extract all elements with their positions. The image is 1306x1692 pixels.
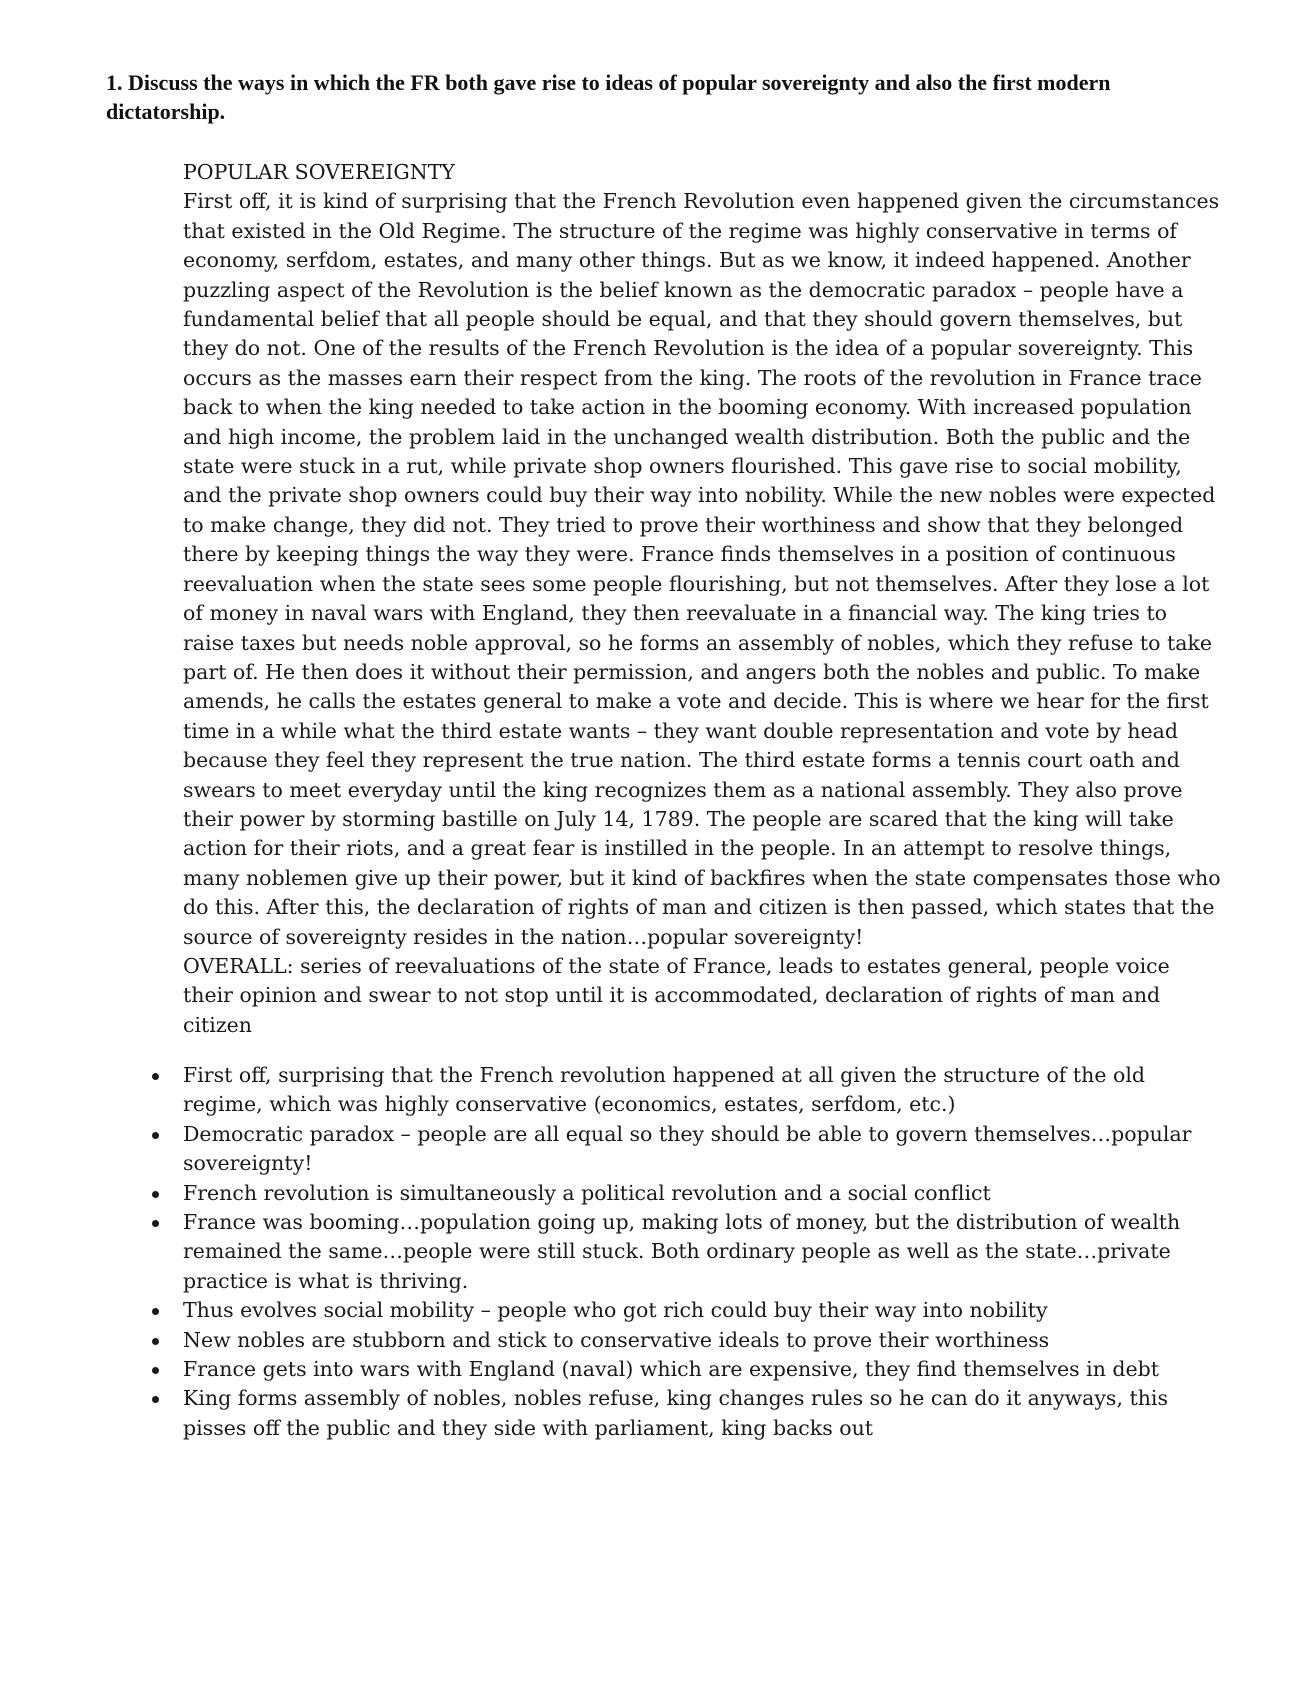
bullet-icon — [152, 1220, 159, 1227]
list-item-text: Thus evolves social mobility – people who got rich could buy their way into nobility — [183, 1298, 1048, 1323]
list-item-text: New nobles are stubborn and stick to conservative ideals to prove their worthiness — [183, 1327, 1050, 1352]
list-item — [183, 1061, 1223, 1120]
list-item-text: France gets into wars with England (naval) which are expensive, they find themselves in debt — [183, 1357, 1160, 1382]
list-item-text: French revolution is simultaneously a political revolution and a social conflict — [183, 1180, 991, 1205]
answer-paragraph: First off, it is kind of surprising that the French Revolution even happened given the circumstances that existed in the Old Regime. The structure of the regime was highly conservative in terms of economy, serfdom, estates, and many other things. But as we know, it indeed happened. Another puzzling aspect of the Revolution is the belief known as the democratic paradox – people have a fundamental belief that all people should be equal, and that they should govern themselves, but they do not. One of the results of the French Revolution is the idea of a popular sovereignty. This occurs as the masses earn their respect from the king. The roots of the revolution in France trace back to when the king needed to take action in the booming economy. With increased population and high income, the problem laid in the unchanged wealth distribution. Both the public and the state were stuck in a rut, while private shop owners flourished. This gave rise to social mobility, and the private shop owners could buy their way into nobility. While the new nobles were expected to make change, they did not. They tried to prove their worthiness and show that they belonged there by keeping things the way they were. France finds themselves in a position of continuous reevaluation when the state sees some people flourishing, but not themselves. After they lose a lot of money in naval wars with England, they then reevaluate in a financial way. The king tries to raise taxes but needs noble approval, so he forms an assembly of nobles, which they refuse to take part of. He then does it without their permission, and angers both the nobles and public. To make amends, he calls the estates general to make a vote and decide. This is where we hear for the first time in a while what the third estate wants – they want double representation and vote by head because they feel they represent the true nation. The third estate forms a tennis court oath and swears to meet everyday until the king recognizes them as a national assembly. They also prove their power by storming bastille on July 14, 1789. The people are scared that the king will take action for their riots, and a great fear is instilled in the people. In an attempt to resolve things, many noblemen give up their power, but it kind of backfires when the state compensates those who do this. After this, the declaration of rights of man and citizen is then passed, which states that the source of sovereignty resides in the nation…popular sovereignty! — [183, 189, 1221, 949]
bullet-icon — [152, 1367, 159, 1374]
bullet-icon — [152, 1338, 159, 1345]
list-item — [183, 1326, 1223, 1355]
list-item — [183, 1208, 1223, 1296]
bullet-list — [183, 1061, 1223, 1443]
question-heading: 1. Discuss the ways in which the FR both gave rise to ideas of popular sovereignty and also the first modern dictatorship. — [106, 70, 1111, 124]
list-item-text: First off, surprising that the French revolution happened at all given the structure of the old regime, which was highly conservative (economics, estates, serfdom, etc.) — [183, 1063, 1146, 1117]
bullet-icon — [152, 1132, 159, 1139]
bullet-icon — [152, 1191, 159, 1198]
bullet-icon — [152, 1396, 159, 1403]
bullet-icon — [152, 1308, 159, 1315]
answer-section — [183, 158, 1223, 1040]
list-item-text: Democratic paradox – people are all equal so they should be able to govern themselves…popular sovereignty! — [183, 1121, 1192, 1176]
overall-summary: OVERALL: series of reevaluations of the state of France, leads to estates general, people voice their opinion and swear to not stop until it is accommodated, declaration of rights of man and citizen — [183, 953, 1170, 1037]
list-item-text: King forms assembly of nobles, nobles refuse, king changes rules so he can do it anyways, this pisses off the public and they side with parliament, king backs out — [183, 1386, 1169, 1440]
list-item — [183, 1296, 1223, 1325]
bullet-icon — [152, 1073, 159, 1080]
list-item-text: France was booming…population going up, making lots of money, but the distribution of wealth remained the same…people were still stuck. Both ordinary people as well as the state…private practice is what is thriving. — [183, 1210, 1181, 1293]
list-item — [183, 1384, 1223, 1443]
section-heading: POPULAR SOVEREIGNTY — [183, 160, 455, 184]
list-item — [183, 1120, 1223, 1179]
list-item — [183, 1179, 1223, 1208]
list-item — [183, 1355, 1223, 1384]
